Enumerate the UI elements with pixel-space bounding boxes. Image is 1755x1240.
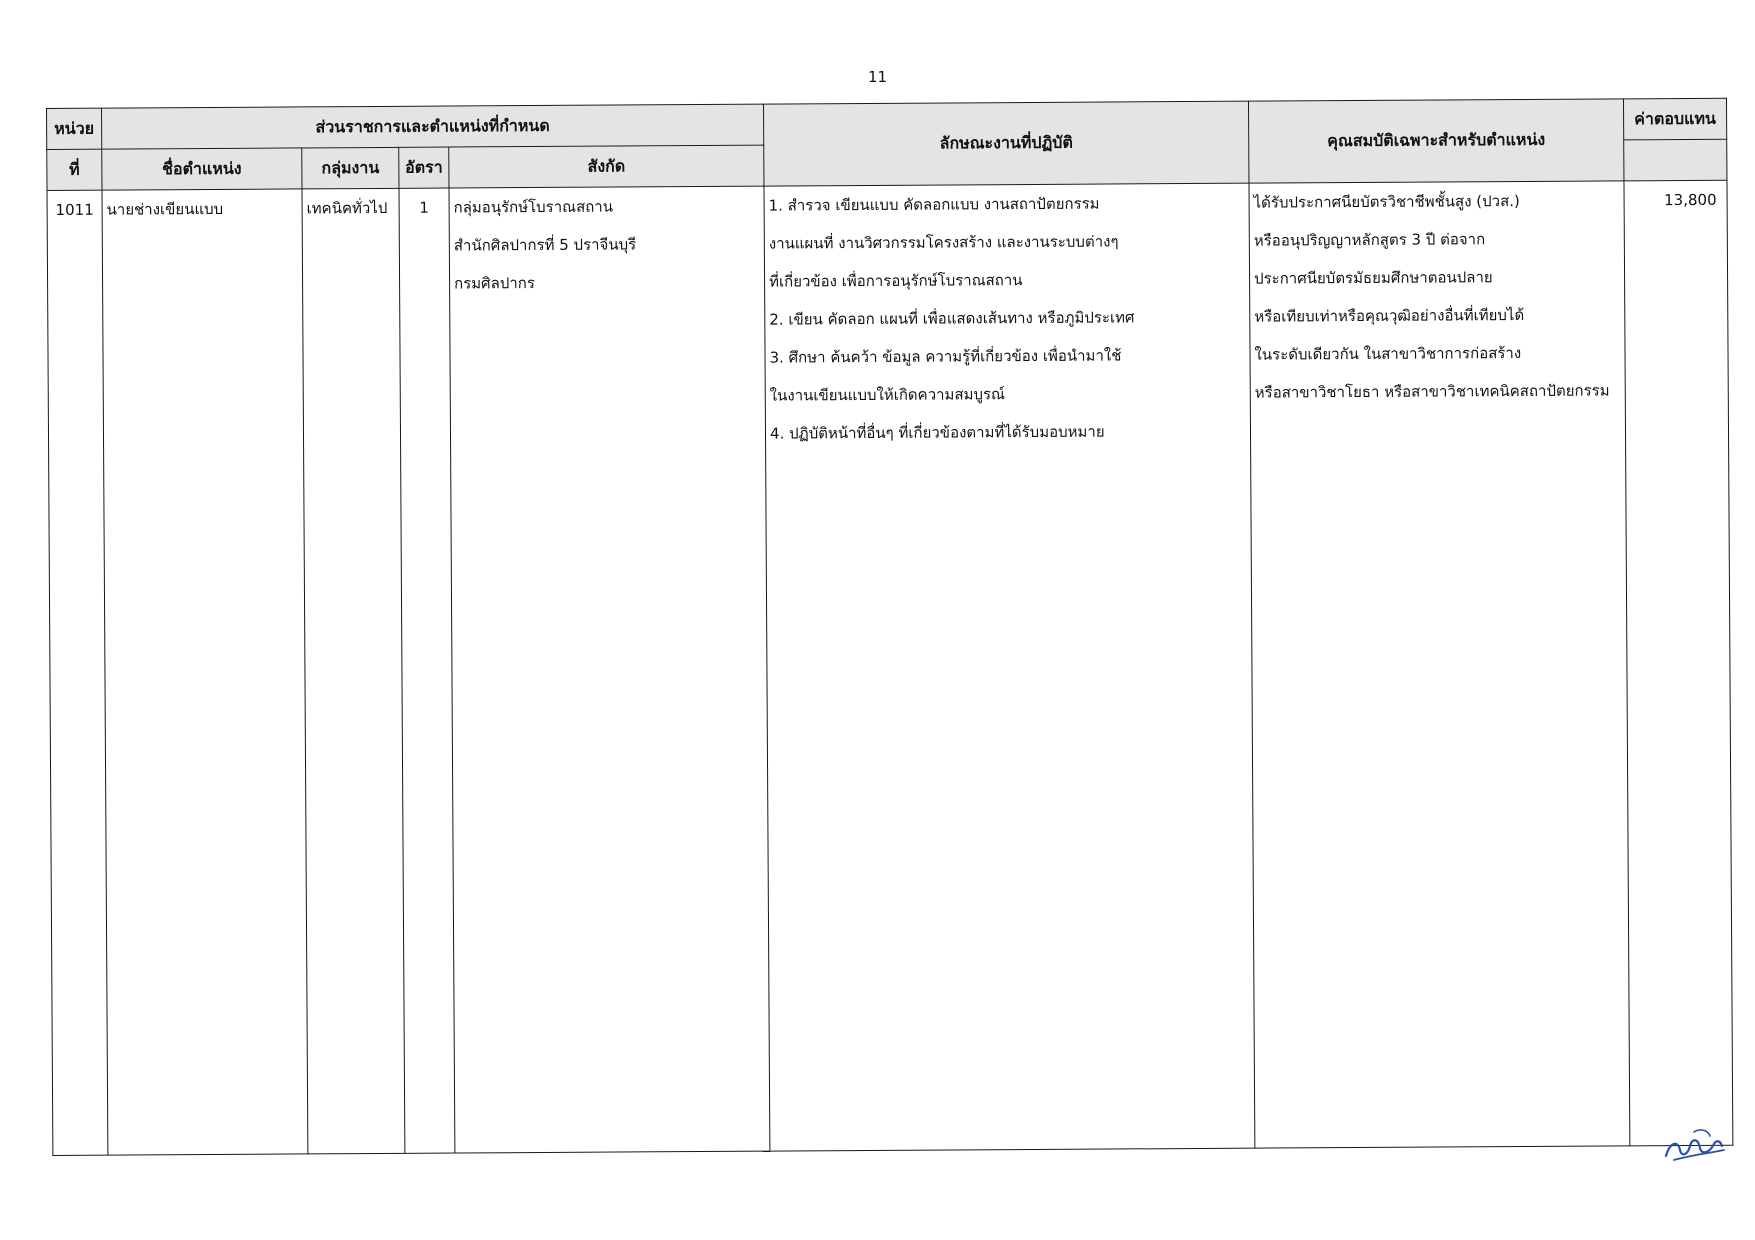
header-compensation-blank (1624, 139, 1727, 181)
header-group-title: ส่วนราชการและตำแหน่งที่กำหนด (102, 104, 764, 149)
rate-count: 1 (419, 198, 429, 217)
header-qualifications: คุณสมบัติเฉพาะสำหรับตำแหน่ง (1248, 99, 1623, 183)
duty-line: 3. ศึกษา ค้นคว้า ข้อมูล ความรู้ที่เกี่ยวข้อง เพื่อนำมาใช้ (769, 346, 1122, 367)
cell-duties (764, 183, 1255, 1151)
header-duties: ลักษณะงานที่ปฏิบัติ (763, 101, 1248, 186)
affiliation-line: สำนักศิลปากรที่ 5 ปราจีนบุรี (453, 235, 637, 255)
qualification-line: หรือสาขาวิชาโยธา หรือสาขาวิชาเทคนิคสถาปัตยกรรม (1254, 381, 1610, 402)
header-position-name: ชื่อตำแหน่ง (102, 148, 302, 190)
duty-line: 1. สำรวจ เขียนแบบ คัดลอกแบบ งานสถาปัตยกรรม (768, 194, 1100, 215)
duty-line: ที่เกี่ยวข้อง เพื่อการอนุรักษ์โบราณสถาน (769, 271, 1023, 291)
table-row (47, 180, 1733, 1155)
duty-line: งานแผนที่ งานวิศวกรรมโครงสร้าง และงานระบบต่างๆ (768, 232, 1119, 253)
header-row-1 (47, 98, 1727, 149)
header-rate: อัตรา (399, 147, 449, 188)
position-name: นายช่างเขียนแบบ (106, 199, 224, 219)
cell-group (302, 188, 405, 1154)
affiliation-line: กลุ่มอนุรักษ์โบราณสถาน (453, 197, 614, 217)
position-table (46, 98, 1733, 1156)
qualification-line: หรืออนุปริญญาหลักสูตร 3 ปี ต่อจาก (1253, 230, 1486, 250)
duty-line: 4. ปฏิบัติหน้าที่อื่นๆ ที่เกี่ยวข้องตามที่ได้รับมอบหมาย (769, 422, 1105, 443)
header-unit-top: หน่วย (47, 108, 102, 149)
cell-position (102, 189, 308, 1155)
cell-unit (47, 190, 108, 1155)
duty-line: ในงานเขียนแบบให้เกิดความสมบูรณ์ (769, 385, 1006, 405)
header-work-group: กลุ่มงาน (302, 147, 399, 189)
header-unit-bottom: ที่ (47, 149, 102, 190)
cell-compensation (1624, 180, 1733, 1146)
qualification-line: ประกาศนียบัตรมัธยมศึกษาตอนปลาย (1254, 268, 1493, 288)
qualification-line: ในระดับเดียวกัน ในสาขาวิชาการก่อสร้าง (1254, 343, 1522, 364)
page-number: 11 (867, 68, 888, 86)
signature-icon (1660, 1120, 1730, 1170)
duty-line: 2. เขียน คัดลอก แผนที่ เพื่อแสดงเส้นทาง หรือภูมิประเทศ (769, 308, 1135, 329)
qualification-line: หรือเทียบเท่าหรือคุณวุฒิอย่างอื่นที่เทียบได้ (1254, 305, 1525, 326)
affiliation-line: กรมศิลปากร (454, 274, 535, 293)
qualification-line: ได้รับประกาศนียบัตรวิชาชีพชั้นสูง (ปวส.) (1253, 191, 1520, 212)
header-compensation: ค่าตอบแทน (1623, 98, 1726, 140)
cell-rate (399, 188, 455, 1153)
compensation-amount: 13,800 (1664, 190, 1717, 210)
cell-affiliation (449, 186, 770, 1153)
header-affiliation: สังกัด (449, 145, 764, 188)
work-group: เทคนิคทั่วไป (306, 198, 388, 218)
cell-qualifications (1249, 181, 1630, 1148)
unit-number: 1011 (55, 200, 94, 219)
